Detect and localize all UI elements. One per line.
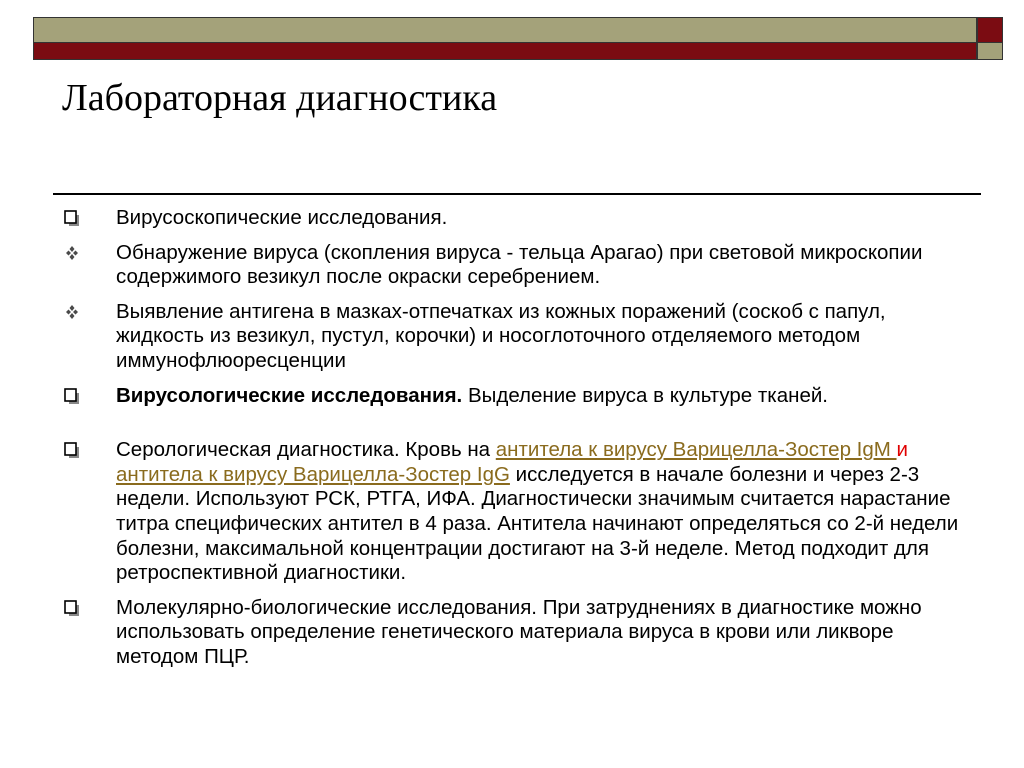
conjunction-text: и bbox=[896, 438, 908, 462]
header-bar-olive bbox=[33, 17, 977, 43]
square-bullet-icon bbox=[64, 387, 80, 405]
list-item bbox=[64, 206, 964, 231]
item-text: Молекулярно-биологические исследования. При затруднениях в диагностике можно использовать определение генетического материала вируса в крови или ликворе методом ПЦР. bbox=[116, 595, 922, 668]
diamond-bullet-icon bbox=[64, 303, 80, 321]
slide-title: Лабораторная диагностика bbox=[62, 77, 498, 119]
item-text: исследуется в начале болезни и через 2-3 недели. Используют РСК, РТГА, ИФА. Диагностически значимым считается нарастание титра специфических антител в 4 раза. Антитела начинают определяться со 2-й недели болезни, максимальной концентрации достигают на 3-й неделе. Метод подходит для ретроспективной диагностики. bbox=[116, 462, 959, 585]
square-bullet-icon bbox=[64, 441, 80, 459]
igg-antibody-link[interactable]: антитела к вирусу Варицелла-Зостер IgG bbox=[116, 462, 510, 486]
list-item bbox=[64, 596, 964, 670]
item-bold-text: Вирусологические исследования. bbox=[116, 383, 463, 407]
header-bar-maroon bbox=[33, 43, 977, 60]
igm-antibody-link[interactable]: антитела к вирусу Варицелла-Зостер IgM bbox=[495, 438, 897, 462]
item-text: Вирусоскопические исследования. bbox=[116, 206, 448, 229]
list-item bbox=[64, 438, 964, 586]
content-list bbox=[64, 206, 964, 680]
square-bullet-icon bbox=[64, 209, 80, 227]
title-divider bbox=[53, 193, 981, 195]
item-text: Обнаружение вируса (скопления вируса - тельца Арагао) при световой микроскопии содержимого везикул после окраски серебрением. bbox=[116, 240, 923, 289]
diamond-bullet-icon bbox=[64, 244, 80, 262]
item-text: Выделение вируса в культуре тканей. bbox=[462, 383, 828, 407]
list-item bbox=[64, 300, 964, 374]
corner-square-maroon bbox=[977, 17, 1003, 43]
square-bullet-icon bbox=[64, 599, 80, 617]
list-item bbox=[64, 384, 964, 409]
list-item bbox=[64, 241, 964, 290]
item-text: Выявление антигена в мазках-отпечатках из кожных поражений (соскоб с папул, жидкость из везикул, пустул, корочки) и носоглоточного отделяемого методом иммунофлюоресценции bbox=[116, 299, 886, 372]
corner-square-olive bbox=[977, 43, 1003, 60]
item-text: Серологическая диагностика. Кровь на bbox=[116, 438, 496, 462]
